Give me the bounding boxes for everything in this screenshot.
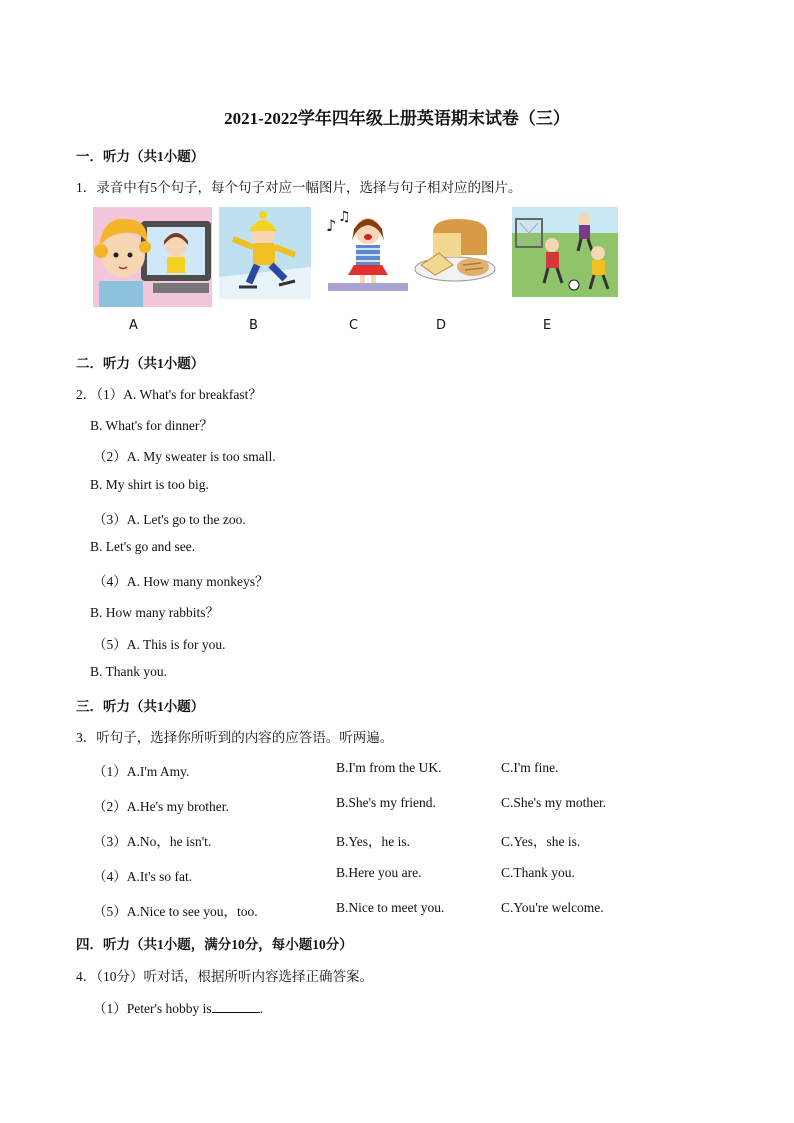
question-4-sub1: （1）Peter's hobby is . — [93, 1001, 264, 1016]
picture-d-bread — [413, 207, 501, 335]
picture-c-girl-singing — [318, 207, 410, 335]
svg-text:♫: ♫ — [338, 209, 351, 225]
q3-option: B.She's my friend. — [336, 795, 436, 810]
q2-line: （5）A. This is for you. — [93, 637, 226, 652]
q3-option: C.I'm fine. — [501, 760, 559, 775]
q3-option: C.Yes，she is. — [501, 834, 581, 849]
q3-option: （2）A.He's my brother. — [93, 799, 229, 814]
q2-line: （4）A. How many monkeys？ — [93, 574, 269, 589]
q2-line: B. Let's go and see. — [90, 539, 196, 554]
section-heading-2: 二．听力（共1小题） — [76, 356, 205, 371]
question-4-sub1-text: （1）Peter's hobby is — [93, 1001, 212, 1016]
q3-option: C.Thank you. — [501, 865, 575, 880]
q3-option: B.Yes，he is. — [336, 834, 411, 849]
q3-option: （4）A.It's so fat. — [93, 869, 193, 884]
q3-option: （1）A.I'm Amy. — [93, 764, 190, 779]
q2-line: B. Thank you. — [90, 664, 167, 679]
picture-label-e: E — [543, 318, 552, 333]
section-heading-4: 四．听力（共1小题，满分10分，每小题10分） — [76, 937, 353, 952]
q2-line: （2）A. My sweater is too small. — [93, 449, 276, 464]
q2-line: B. My shirt is too big. — [90, 477, 209, 492]
q2-line: B. How many rabbits？ — [90, 605, 219, 620]
q3-option: C.You're welcome. — [501, 900, 604, 915]
q3-option: B.Nice to meet you. — [336, 900, 445, 915]
section-heading-1: 一．听力（共1小题） — [76, 149, 205, 164]
q2-line: 2．（1）A. What's for breakfast？ — [76, 387, 262, 402]
q2-line: （3）A. Let's go to the zoo. — [93, 512, 246, 527]
q3-option: B.I'm from the UK. — [336, 760, 442, 775]
picture-label-b: B — [249, 318, 258, 333]
picture-label-a: A — [129, 318, 138, 333]
picture-e-boys-football — [512, 207, 618, 335]
section-heading-3: 三．听力（共1小题） — [76, 699, 205, 714]
q2-line: B. What's for dinner？ — [90, 418, 213, 433]
picture-b-boy-skating — [219, 207, 311, 335]
page-title: 2021-2022学年四年级上册英语期末试卷（三） — [224, 109, 570, 128]
answer-blank — [212, 1000, 260, 1013]
q3-option: B.Here you are. — [336, 865, 422, 880]
q3-option: （3）A.No，he isn't. — [93, 834, 212, 849]
question-3-text: 3．听句子，选择你所听到的内容的应答语。听两遍。 — [76, 730, 394, 745]
picture-label-c: C — [349, 318, 359, 333]
question-1-text: 1．录音中有5个句子，每个句子对应一幅图片，选择与句子相对应的图片。 — [76, 180, 522, 195]
q3-option: （5）A.Nice to see you，too. — [93, 904, 258, 919]
question-4-text: 4．（10分）听对话，根据所听内容选择正确答案。 — [76, 969, 373, 984]
svg-text:♪: ♪ — [326, 216, 337, 235]
q3-option: C.She's my mother. — [501, 795, 607, 810]
picture-label-d: D — [436, 318, 447, 333]
picture-a-girl-computer — [93, 207, 212, 335]
